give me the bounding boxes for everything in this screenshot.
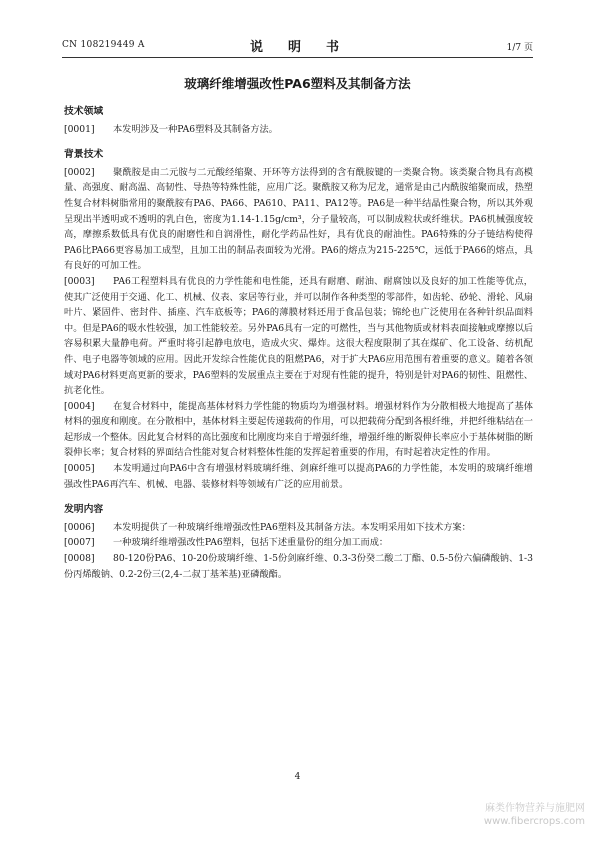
paragraph <box>64 551 533 582</box>
paragraph-text: 本发明提供了一种玻璃纤维增强改性PA6塑料及其制备方法。本发明采用如下技术方案： <box>113 521 471 533</box>
paragraph-number: [0004] <box>64 400 95 412</box>
document-title: 玻璃纤维增强改性PA6塑料及其制备方法 <box>184 76 411 91</box>
page-number: 4 <box>294 772 301 782</box>
paragraph-number: [0001] <box>64 123 95 135</box>
page-header <box>62 38 533 54</box>
watermark <box>484 802 585 828</box>
paragraph-text: 80-120份PA6、10-20份玻璃纤维、1-5份剑麻纤维、0.3-3份癸二酸二丁酯、0.5-5份六偏磷酸钠、1-3份丙烯酸钠、0.2-2份三(2,4-二叔丁基苯基)亚磷酸酯。 <box>64 553 533 580</box>
paragraph <box>64 165 533 274</box>
watermark-url: www.fibercrops.com <box>483 816 585 827</box>
paragraph <box>64 399 533 461</box>
paragraph <box>64 535 533 551</box>
paragraph <box>64 520 533 536</box>
paragraph-text: 一种玻璃纤维增强改性PA6塑料，包括下述重量份的组分加工而成： <box>113 537 389 549</box>
paragraph <box>64 122 533 138</box>
paragraph-text: 在复合材料中，能提高基体材料力学性能的物质均为增强材料。增强材料作为分散相极大地提高了基体材料的强度和刚度。在分散相中，基体材料主要起传递载荷的作用，可以把载荷分配到各根纤维，并把纤维粘结在一起形成一个整体。因此复合材料的高比强度和比刚度均来自于增强纤维，增强纤维的断裂伸长率应小于基体树脂的断裂伸长率；复合材料的界面结合性能对复合材料整体性能的发挥起着重要的作用，有时起着决定性的作用。 <box>64 400 533 459</box>
document-body <box>64 104 533 582</box>
paragraph-number: [0002] <box>64 166 95 178</box>
paragraph-number: [0005] <box>64 463 95 475</box>
paragraph <box>64 461 533 492</box>
paragraph-number: [0008] <box>64 553 95 565</box>
page-info: 1/7 页 <box>506 43 533 53</box>
paragraph-text: 本发明通过向PA6中含有增强材料玻璃纤维、剑麻纤维可以提高PA6的力学性能，本发明的玻璃纤维增强改性PA6再汽车、机械、电器、装修材料等领域有广泛的应用前景。 <box>64 463 533 490</box>
section-heading: 发明内容 <box>64 504 104 516</box>
paragraph-number: [0003] <box>64 275 95 287</box>
paragraph-text: 聚酰胺是由二元胺与二元酸经缩聚、开环等方法得到的含有酰胺键的一类聚合物。该类聚合物具有高模量、高强度、耐高温、高韧性、导热等特殊性能，应用广泛。聚酰胺又称为尼龙，通常是由己内酰胺缩聚而成，热塑性复合材料树脂常用的聚酰胺有PA6、PA66、PA610、PA11、PA12等。PA6是一种半结晶性聚合物，所以其外观呈现出半透明或不透明的乳白色，密度为1.14-1.15g/cm³，分子量较高，可以制成粒状或纤维状。PA6机械强度较高，摩擦系数低具有优良的耐磨性和自润滑性，耐化学药品性好，具有优良的耐油性。PA6特殊的分子链结构使得PA6比PA66更容易加工成型，且加工出的制品表面较为光滑。PA6的熔点为215-225℃，远低于PA66的熔点，具有良好的可加工性。 <box>64 166 533 272</box>
paragraph-text: PA6工程塑料具有优良的力学性能和电性能，还具有耐磨、耐油、耐腐蚀以及良好的加工性能等优点，使其广泛使用于交通、化工、机械、仪表、家居等行业，并可以制作各种类型的零部件，如齿轮、砂轮、滑轮、风扇叶片、紧固件、密封件、插座、汽车底板等；PA6的薄膜材料还用于食品包装；锦纶也广泛使用在各种针织品面料中。但是PA6的吸水性较强，加工性能较差。另外PA6具有一定的可燃性，当与其他物质或材料表面接触或摩擦以后容易积累大量静电荷。严重时将引起静电放电，造成火灾、爆炸。这很大程度限制了其在煤矿、化工设备、纺机配件、电子电器等领域的应用。因此开发综合性能优良的阻燃PA6，对于扩大PA6应用范围有着重要的意义。随着各领域对PA6材料更高更新的要求，PA6塑料的发展重点主要在于对现有性能的提升，特别是针对PA6的韧性、阻燃性、抗老化性。 <box>64 275 533 397</box>
paragraph-number: [0007] <box>64 537 95 549</box>
paragraph <box>64 274 533 399</box>
document-type: 说 明 书 <box>249 40 345 55</box>
document-number: CN 108219449 A <box>62 40 145 50</box>
section-heading: 技术领域 <box>64 106 104 117</box>
paragraph-number: [0006] <box>64 521 95 533</box>
header-rule <box>62 57 533 58</box>
watermark-line: 麻类作物营养与施肥网 <box>485 803 585 814</box>
section-heading: 背景技术 <box>64 149 104 161</box>
paragraph-text: 本发明涉及一种PA6塑料及其制备方法。 <box>113 123 278 135</box>
